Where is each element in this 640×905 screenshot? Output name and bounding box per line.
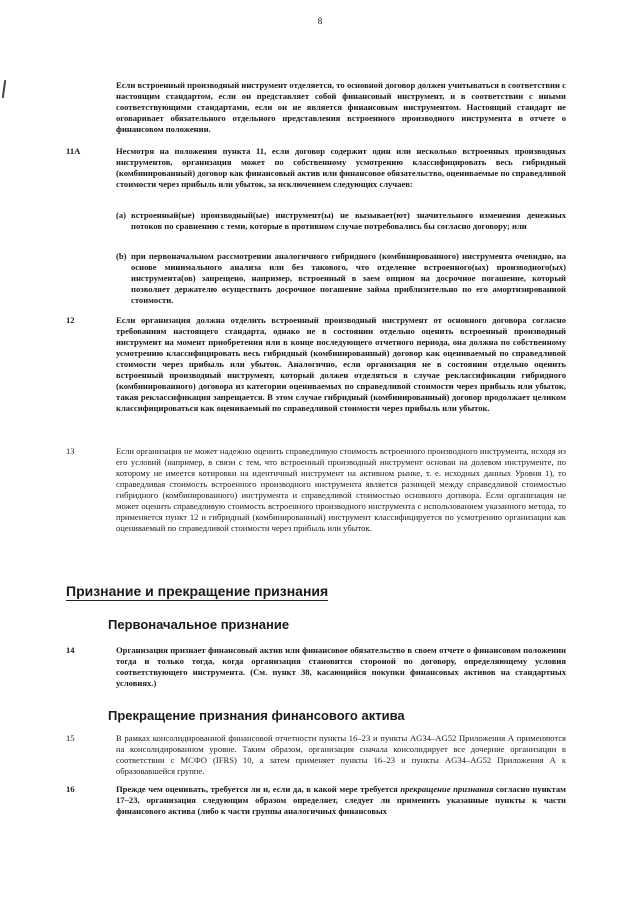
page-number: 8 — [317, 17, 323, 27]
section-heading: Признание и прекращение признания — [66, 583, 329, 599]
paragraph-11a: Несмотря на положения пункта 11, если договор содержит один или несколько встроенных производных инструментов, организация может по собственному усмотрению классифицировать весь гибридный (комбинированный) договор как финансовый актив или финансовое обязательство, оцениваемые по справедливой стоимости через прибыль или убыток, за исключением следующих случаев: — [116, 146, 566, 189]
scan-mark — [2, 80, 6, 98]
paragraph-number-12: 12 — [66, 315, 75, 325]
subheading-derecognition: Прекращение признания финансового актива — [108, 708, 405, 723]
list-item-a: встроенный(ые) производный(ые) инструмент(ы) не вызывает(ют) значительного изменения денежных потоков по сравнению с теми, которые в противном случае потребовались бы согласно договору; или — [131, 210, 566, 231]
paragraph-14: Организация признает финансовый актив или финансовое обязательство в своем отчете о финансовом положении тогда и только тогда, когда организация становится стороной по договору, определяющему условия соответствующего инструмента. (См. пункт 38, касающийся покупки финансовых активов на стандартных условиях.) — [116, 645, 566, 688]
subheading-initial-recognition: Первоначальное признание — [108, 617, 290, 632]
paragraph-16-part-1: Прежде чем оценивать, требуется ли и, если да, в какой мере требуется — [116, 784, 401, 794]
paragraph-15: В рамках консолидированной финансовой отчетности пункты 16–23 и пункты AG34–AG52 Приложения А применяются на консолидированном уровне. Таким образом, организация сначала консолидирует все дочерние организации в соответствии с МСФО (IFRS) 10, а затем применяет пункты 16–23 и пункты AG34–AG52 Приложения А к образовавшейся группе. — [116, 733, 566, 776]
paragraph-12: Если организация должна отделить встроенный производный инструмент от основного договора согласно требованиям настоящего стандарта, однако не в состоянии отдельно оценить встроенный производный инструмент на момент приобретения или в конце последующего отчетного периода, она должна по собственному усмотрению классифицировать весь гибридный (комбинированный) договор как оцениваемый по справедливой стоимости через прибыль или убыток. Аналогично, если организация не в состоянии отдельно оценить встроенный производный инструмент, который должен отделяться в случае реклассификации гибридного (комбинированного) договора из категории оцениваемых по справедливой стоимости через прибыль или убыток, такая реклассификация запрещается. В этом случае гибридный (комбинированный) договор продолжает целиком классифицироваться как оцениваемый по справедливой стоимости через прибыль или убыток. — [116, 315, 566, 413]
list-item-b: при первоначальном рассмотрении аналогичного гибридного (комбинированного) инструмента очевидно, на основе минимального анализа или без такового, что отделение встроенного(ых) производного(ых) инструмента(ов) запрещено, например, встроенный в заем опцион на досрочное погашение, который позволяет держателю осуществить досрочное погашение займа приблизительно по его амортизированной стоимости. — [131, 251, 566, 305]
paragraph-number-14: 14 — [66, 645, 75, 655]
section-heading-underline — [66, 600, 328, 601]
paragraph-16-emphasis: прекращение признания — [400, 784, 494, 794]
paragraph-number-11a: 11A — [66, 146, 81, 156]
paragraph-number-13: 13 — [66, 446, 75, 456]
paragraph-16-part-2: согласно пунктам 17–23, организация следующим образом определяет, следует ли применить указанные пункты к части финансового актива (либо к части группы аналогичных финансовых — [116, 784, 566, 816]
list-label-b: (b) — [116, 251, 127, 261]
paragraph-11-continued: Если встроенный производный инструмент отделяется, то основной договор должен учитываться в соответствии с настоящим стандартом, если он представляет собой финансовый инструмент, и в соответствии с иными соответствующими стандартами, если он не является финансовым инструментом. Настоящий стандарт не оговаривает обязательного отдельного представления встроенного производного инструмента в отчете о финансовом положении. — [116, 80, 566, 134]
paragraph-number-16: 16 — [66, 784, 75, 794]
list-label-a: (a) — [116, 210, 127, 220]
paragraph-16 — [116, 784, 566, 817]
paragraph-number-15: 15 — [66, 733, 75, 743]
paragraph-13: Если организация не может надежно оценить справедливую стоимость встроенного производного инструмента, исходя из его условий (например, в связи с тем, что встроенный производный инструмент основан на долевом инструменте, по которому не имеется котировки на идентичный инструмент на активном рынке, т. е. исходных данных Уровня 1), то справедливая стоимость встроенного производного инструмента является разницей между справедливой стоимостью гибридного (комбинированного) инструмента и справедливой стоимостью основного договора. Если организация не может оценить справедливую стоимость встроенного производного инструмента с использованием указанного метода, то применяется пункт 12 и гибридный (комбинированный) инструмент классифицируется по усмотрению организации как оцениваемый по справедливой стоимости через прибыль или убыток. — [116, 446, 566, 533]
